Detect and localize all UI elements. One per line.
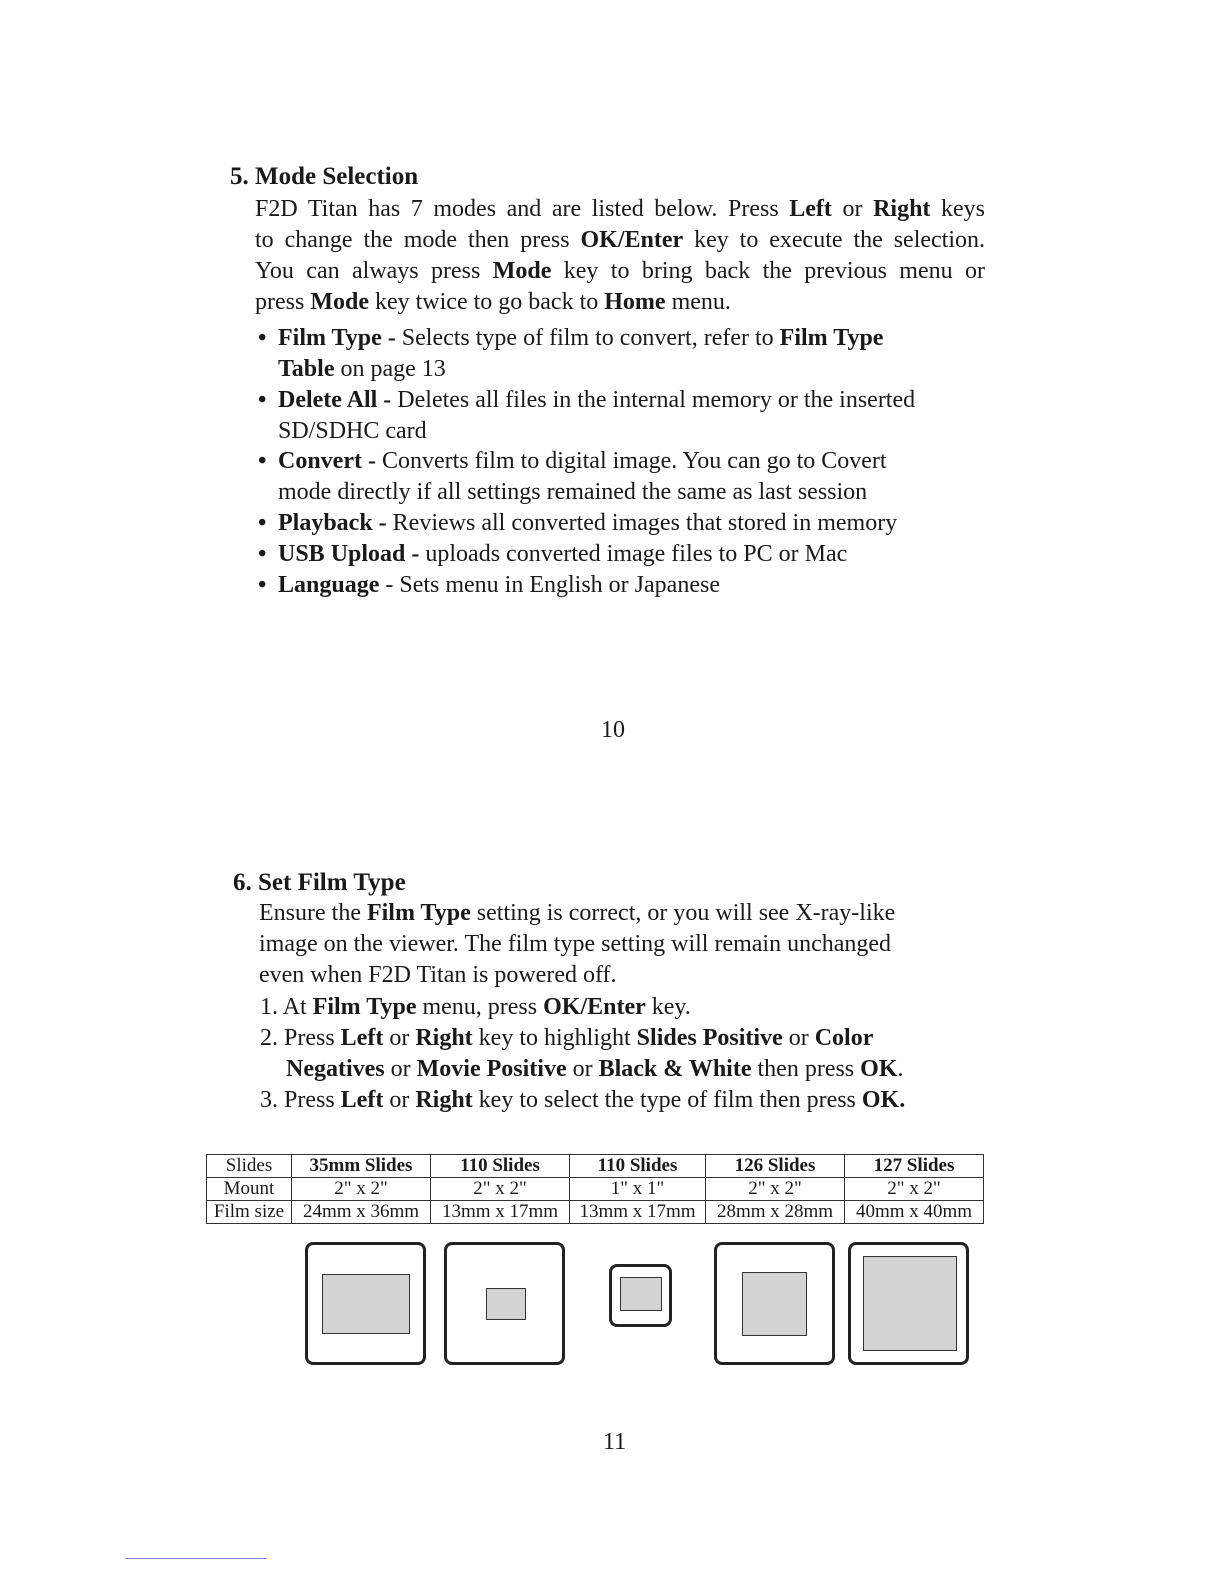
bold-term: OK	[860, 1056, 898, 1082]
bold-term: Mode	[492, 258, 552, 284]
slide-mount-35mm-icon	[305, 1242, 426, 1365]
table-cell: 110 Slides	[431, 1155, 570, 1178]
mode-item-text: Playback - Reviews all converted images that stored in memory	[278, 510, 898, 536]
bold-term: Delete All -	[278, 387, 392, 413]
bold-term: OK.	[861, 1087, 906, 1113]
step-number: 1.	[260, 994, 278, 1020]
bold-term: Left	[340, 1087, 384, 1113]
bold-term: Negatives	[286, 1056, 385, 1082]
step-item	[260, 1085, 905, 1116]
step-text: At Film Type menu, press OK/Enter key.	[282, 994, 691, 1020]
page-number: 10	[601, 717, 625, 743]
bold-term: Language	[278, 572, 380, 598]
bullet-icon: •	[258, 510, 267, 536]
bold-term: Film Type -	[278, 325, 396, 351]
bold-term: Convert -	[278, 448, 376, 474]
bold-term: Slides Positive	[636, 1025, 783, 1051]
bold-term: Home	[604, 289, 666, 315]
bold-term: OK/Enter	[543, 994, 646, 1020]
bold-term: Film Type	[779, 325, 884, 351]
bold-term: Right	[415, 1025, 473, 1051]
step-text: Press Left or Right key to select the type of film then press OK.	[284, 1087, 906, 1113]
mode-item-text-cont: Table on page 13	[278, 355, 446, 382]
mode-item-text: Convert - Converts film to digital image. You can go to Covert	[278, 448, 887, 474]
table-cell: 13mm x 17mm	[570, 1201, 706, 1224]
bullet-icon: •	[258, 541, 267, 567]
bullet-icon: •	[258, 387, 267, 413]
intro-line: You can always press Mode key to bring back the previous menu or	[255, 258, 986, 284]
step-text-cont: Negatives or Movie Positive or Black & White then press OK.	[286, 1056, 904, 1082]
table-cell: 2" x 2"	[706, 1178, 845, 1201]
bold-term: Right	[873, 196, 931, 222]
bold-term: Left	[340, 1025, 384, 1051]
bold-term: USB Upload -	[278, 541, 420, 567]
bold-term: Black & White	[598, 1056, 752, 1082]
bold-term: Color	[814, 1025, 874, 1051]
table-row	[207, 1201, 984, 1224]
film-window	[742, 1272, 807, 1336]
bold-term: Left	[789, 196, 832, 222]
bold-term: OK/Enter	[580, 227, 684, 253]
section-6-heading: 6. Set Film Type	[233, 869, 406, 896]
slide-mount-126-icon	[714, 1242, 835, 1365]
mode-item-text: Film Type - Selects type of film to convert, refer to Film Type	[278, 325, 884, 351]
table-cell: 1" x 1"	[570, 1178, 706, 1201]
bold-term: Table	[278, 355, 335, 382]
bold-term: Movie Positive	[416, 1056, 567, 1082]
step-number: 3.	[260, 1087, 278, 1113]
step-text: Press Left or Right key to highlight Slides Positive or Color	[284, 1025, 874, 1051]
film-type-table	[206, 1154, 984, 1224]
step-number: 2.	[260, 1025, 278, 1051]
mode-item-text: Delete All - Deletes all files in the internal memory or the inserted	[278, 387, 916, 413]
slide-mount-110-1in-icon	[609, 1264, 672, 1327]
bold-term: Film Type	[366, 900, 471, 926]
intro-line: to change the mode then press OK/Enter key to execute the selection.	[255, 227, 985, 253]
bullet-icon: •	[258, 572, 267, 598]
table-cell: 35mm Slides	[292, 1155, 431, 1178]
table-cell: 28mm x 28mm	[706, 1201, 845, 1224]
table-cell: 2" x 2"	[292, 1178, 431, 1201]
table-cell: 2" x 2"	[845, 1178, 984, 1201]
table-cell: 127 Slides	[845, 1155, 984, 1178]
mode-item-text-cont: mode directly if all settings remained the same as last session	[278, 478, 868, 505]
row-header: Film size	[207, 1201, 292, 1224]
film-window	[620, 1277, 662, 1311]
step-item	[260, 992, 691, 1023]
intro-line: image on the viewer. The film type setting will remain unchanged	[259, 931, 892, 957]
mode-item-text: USB Upload - uploads converted image files to PC or Mac	[278, 541, 848, 567]
table-cell: 40mm x 40mm	[845, 1201, 984, 1224]
table-cell: 13mm x 17mm	[431, 1201, 570, 1224]
intro-line: Ensure the Film Type setting is correct, or you will see X-ray-like	[259, 900, 896, 926]
page-number: 11	[603, 1429, 627, 1455]
film-window	[863, 1256, 957, 1351]
table-cell: 2" x 2"	[431, 1178, 570, 1201]
row-header: Slides	[207, 1155, 292, 1178]
film-window	[486, 1288, 526, 1320]
table-cell: 110 Slides	[570, 1155, 706, 1178]
intro-line: press Mode key twice to go back to Home menu.	[255, 289, 731, 315]
section-6-intro	[259, 898, 895, 991]
bold-term: Film Type	[312, 994, 417, 1020]
footer-rule	[125, 1558, 267, 1559]
section-5-heading: 5. Mode Selection	[230, 163, 419, 190]
slide-mount-110-2in-icon	[444, 1242, 565, 1365]
intro-line: even when F2D Titan is powered off.	[259, 962, 617, 988]
bold-term: Playback -	[278, 510, 387, 536]
intro-line: F2D Titan has 7 modes and are listed below. Press Left or Right keys	[255, 196, 985, 222]
mode-item-text-cont: SD/SDHC card	[278, 417, 427, 444]
row-header: Mount	[207, 1178, 292, 1201]
step-item	[260, 1023, 873, 1054]
slide-mount-127-icon	[848, 1242, 969, 1365]
bold-term: Mode	[310, 289, 369, 315]
table-cell: 24mm x 36mm	[292, 1201, 431, 1224]
film-window	[322, 1274, 410, 1334]
mode-item-text: Language - Sets menu in English or Japanese	[278, 572, 720, 598]
section-5-intro	[255, 194, 985, 318]
table-row	[207, 1178, 984, 1201]
bullet-icon: •	[258, 448, 267, 474]
bullet-icon: •	[258, 325, 267, 351]
bold-term: Right	[415, 1087, 473, 1113]
table-row	[207, 1155, 984, 1178]
table-cell: 126 Slides	[706, 1155, 845, 1178]
